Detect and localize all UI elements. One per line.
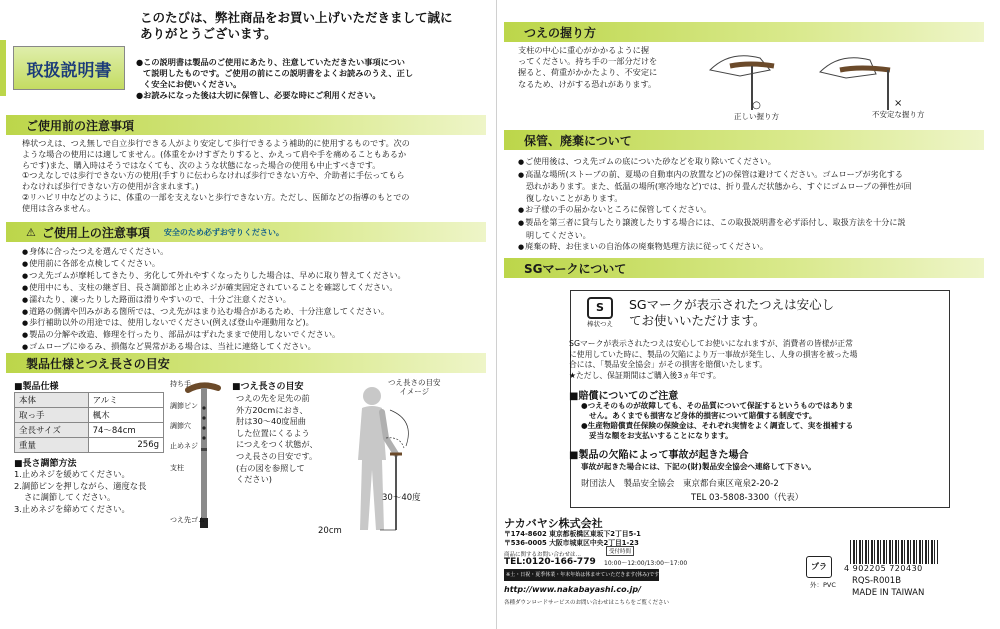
section-title: 製品仕様とつえ長さの目安 <box>26 356 170 371</box>
part-label-pin: 調節ピン <box>170 402 198 410</box>
figure-caption <box>388 378 441 396</box>
spec-value: 74〜84cm <box>88 423 163 438</box>
section-bar-storage <box>504 130 984 150</box>
text-line: ●つえそのものが故障しても、その品質について保証するというものではありま <box>581 401 854 410</box>
made-in: MADE IN TAIWAN <box>852 588 925 598</box>
list-item: ● 製品の分解や改造、修理を行ったり、部品がはずれたままで使用しないでください。 <box>22 329 482 341</box>
section-bar-sg <box>504 258 984 278</box>
barcode-number: 4 902205 720430 <box>844 564 923 573</box>
length-heading: ■つえ長さの目安 <box>232 382 304 392</box>
text-line: に使用していた時に、製品の欠陥により万一事故が発生し、人身の損害を被った場 <box>569 349 858 359</box>
list-item: ● 廃棄の時、お住まいの自治体の廃棄物処理方法に従ってください。 <box>518 241 988 254</box>
caption-line: イメージ <box>399 387 430 396</box>
product-code: RQS-R001B <box>852 576 902 586</box>
part-label-screw: 止めネジ <box>170 442 198 450</box>
text-line: 棒状つえは、つえ無しで自立歩行できる人がより安定して歩行できるよう補助的に使用するものです。次の <box>22 138 410 148</box>
text-line: 使用は含みません。 <box>22 202 96 213</box>
warning-icon: ⚠ <box>26 225 36 239</box>
text-line: なるため、けがする恐れがあります。 <box>518 78 657 89</box>
text-line: ①つえなしでは歩行できない方の使用(手すりに伝わらなければ歩行できない方や、介助者に手伝ってもら <box>22 170 405 181</box>
spec-key: 重量 <box>15 438 89 453</box>
column-divider <box>496 0 497 629</box>
intro-line: ●この説明書は製品のご使用にあたり、注意していただきたい事項につい <box>136 57 405 67</box>
intro-notes <box>136 57 481 101</box>
storage-list <box>518 156 988 254</box>
barcode <box>850 540 938 564</box>
section-bar-before-use <box>6 115 486 135</box>
sg-sec2-text: 事故が起きた場合には、下記の(財)製品安全協会へ連絡して下さい。 <box>581 462 816 471</box>
step-line: さに調節してください。 <box>24 492 116 502</box>
association-name: 財団法人 製品安全協会 東京都台東区竜泉2-20-2 <box>581 479 779 489</box>
recycle-mark-icon: プラ <box>806 556 832 578</box>
list-item: ● 製品を第三者に貸与したり譲渡したりする場合には、この取扱説明書を必ず添付し、取扱方法を十分に説 <box>518 217 988 230</box>
hours-label: 受付時間 <box>606 546 634 556</box>
address-line: 〒174-8602 東京都板橋区東坂下2丁目5-1 <box>504 530 641 538</box>
greeting <box>140 10 470 42</box>
text-line: ★ただし、保証期間はご購入後3ヵ年です。 <box>569 370 721 380</box>
list-item: ● 身体に合ったつえを選んでください。 <box>22 246 482 258</box>
text-line: 握ると、荷重がかかたより、不安定に <box>518 67 658 78</box>
association-tel: TEL 03-5808-3300（代表） <box>691 493 804 503</box>
text-line: らです)また、購入時はそうではなくても、次のような状態になった場合の使用も中止すべきです。 <box>22 159 381 170</box>
list-item-cont: 明してください。 <box>526 229 591 240</box>
text-line: わなければ歩行できない方の使用が含まれます。) <box>22 181 199 192</box>
spec-key: 全長サイズ <box>15 423 89 438</box>
text-line: SGマークが表示されたつえは安心してお使いになれますが、消費者の皆様が正常 <box>569 339 853 348</box>
section-subtitle: 安全のため必ずお守りください。 <box>163 227 284 237</box>
distance-label: 20cm <box>318 526 342 536</box>
list-item-cont: 復しないことがあります。 <box>526 192 623 203</box>
sg-headline <box>629 297 834 329</box>
text-line: 合には、「製品安全協会」がその損害を賠償いたします。 <box>569 360 768 369</box>
spec-heading: ■製品仕様 <box>14 382 59 392</box>
website-url[interactable]: http://www.nakabayashi.co.jp/ <box>504 585 642 594</box>
part-label-grip: 持ち手 <box>170 380 191 388</box>
text-line: ●生産物賠償責任保険の保険金は、それぞれ実情をよく調査して、実を損補する <box>581 421 854 430</box>
part-label-shaft: 支柱 <box>170 464 184 472</box>
list-item: ● 濡れたり、凍ったりした路面は滑りやすいので、十分ご注意ください。 <box>22 294 482 306</box>
sg-sec2-title: ■製品の欠陥によって事故が起きた場合 <box>569 450 749 461</box>
table-row <box>15 423 164 438</box>
caption-line: つえ長さの目安 <box>388 378 441 387</box>
intro-line: ●お読みになった後は大切に保管し、必要な時にご利用ください。 <box>136 90 381 100</box>
sg-body <box>569 339 949 381</box>
list-item: ● 使用前に各部を点検してください。 <box>22 258 482 270</box>
grip-text <box>518 45 698 90</box>
inquiry-note: 商品に関するお問い合わせは… <box>504 552 582 558</box>
usage-caution-list <box>22 246 482 353</box>
tel-free: TEL:0120-166-779 <box>504 557 596 567</box>
intro-line: く安全にお使いください。 <box>143 79 242 89</box>
intro-line: て説明したものです。ご使用の前にこの説明書をよくお読みのうえ、正し <box>143 68 414 78</box>
before-use-text <box>22 138 482 214</box>
recycle-material: 外：PVC <box>810 581 836 589</box>
ok-label: 正しい握り方 <box>734 112 779 121</box>
text-line: ②リハビリ中などのように、体重の一部を支えないと歩行できない方。ただし、医師などの指導のもとでの <box>22 191 410 202</box>
part-label-tip: つえ先ゴム <box>170 516 205 524</box>
section-title: SGマークについて <box>524 261 627 276</box>
section-title: 保管、廃棄について <box>524 133 632 148</box>
text-line: ってください。持ち手の一部分だけを <box>518 56 658 67</box>
step-line: 1.止めネジを緩めてください。 <box>14 469 130 479</box>
angle-label: 30〜40度 <box>382 493 421 503</box>
spec-value: アルミ <box>88 393 163 408</box>
section-bar-spec <box>6 353 486 373</box>
part-label-hole: 調節穴 <box>170 422 191 430</box>
headline-line: SGマークが表示されたつえは安心し <box>629 297 835 312</box>
list-item: ● 歩行補助以外の用途では、使用しないでください(例えば登山や運動用など)。 <box>22 317 482 329</box>
list-item: ● ゴムロープにゆるみ、損傷など異常がある場合は、当社に連絡してください。 <box>22 341 482 353</box>
greeting-line: ありがとうございます。 <box>140 26 277 41</box>
text-line: 肘は30〜40度屈曲 <box>236 416 306 427</box>
text-line: 妥当な額をお支払いすることになります。 <box>589 431 733 440</box>
hours: 10:00〜12:00/13:00〜17:00 <box>604 560 688 567</box>
text-line: 外方20cmにおき、 <box>236 404 308 415</box>
sg-mark-icon: S <box>587 297 613 319</box>
text-line: ような場合の使用には適してません。(体重をかけすぎたりすると、かえって肩や手を痛めることもあるか <box>22 148 407 159</box>
section-title: ご使用上の注意事項 <box>41 225 150 240</box>
ng-mark: × <box>894 98 903 109</box>
section-title: ご使用前の注意事項 <box>26 118 135 133</box>
url-note: 各種ダウンロードサービスのお問い合わせはこちらをご覧ください <box>504 600 670 606</box>
text-line: ください) <box>236 474 272 485</box>
text-line: つえ長さの目安です。 <box>236 450 318 461</box>
step-line: 2.調節ピンを押しながら、適度な長 <box>14 480 147 491</box>
step-line: 3.止めネジを締めてください。 <box>14 503 130 514</box>
list-item: ● 高温な場所(ストーブの前、夏場の自動車内の放置など)の保管は避けてください。ゴムロープが劣化する <box>518 169 988 182</box>
adjust-steps <box>14 469 174 515</box>
title-badge-accent <box>0 40 6 96</box>
list-item: ● ご使用後は、つえ先ゴムの底についた砂などを取り除いてください。 <box>518 156 988 169</box>
adjust-heading: ■長さ調節方法 <box>14 459 77 469</box>
spec-value: 256g <box>88 438 163 453</box>
list-item: ● 使用中にも、支柱の継ぎ目、長さ調節部と止めネジが確実固定されていることを確認してください。 <box>22 282 482 294</box>
grip-ng-label <box>872 98 925 120</box>
spec-value: 楓木 <box>88 408 163 423</box>
sg-logo <box>585 297 615 333</box>
text-line: 支柱の中心に重心がかかるように握 <box>518 45 650 55</box>
text-line: した位置にくるよう <box>236 427 310 438</box>
holiday-note: ※土・日祝・夏季休業・年末年始は休ませていただきます(休み)です <box>504 569 659 581</box>
table-row <box>15 408 164 423</box>
ng-label: 不安定な握り方 <box>872 110 925 119</box>
grip-ok-label <box>734 100 779 122</box>
section-title: つえの握り方 <box>524 25 597 40</box>
list-item-cont: 恐れがあります。また、低温の場所(寒冷地など)では、折り畳んだ状態から、すぐにゴムロープの弾性が回 <box>526 181 912 192</box>
text-line: (右の図を参照して <box>236 462 305 473</box>
person-with-cane-figure <box>320 380 480 540</box>
list-item: ● つえ先ゴムが摩耗してきたり、劣化して外れやすくなったりした場合は、早めに取り替えてください。 <box>22 270 482 282</box>
sg-sec1-list <box>581 401 951 441</box>
spec-key: 取っ手 <box>15 408 89 423</box>
table-row <box>15 438 164 453</box>
ok-mark: ○ <box>752 100 761 111</box>
headline-line: てお使いいただけます。 <box>629 313 766 328</box>
spec-table <box>14 392 164 453</box>
sg-info-box <box>570 290 950 508</box>
section-bar-grip <box>504 22 984 42</box>
list-item: ● お子様の手の届かないところに保管してください。 <box>518 204 988 217</box>
sg-sec1-title: ■賠償についてのご注意 <box>569 391 679 402</box>
right-column <box>500 0 1000 629</box>
section-bar-usage-caution <box>6 222 486 242</box>
address-line: 〒536-0005 大阪市城東区中央2丁目1-23 <box>504 538 639 547</box>
list-item: ● 道路の側溝や凹みがある箇所では、つえ先がはまり込む場合があるため、十分注意してください。 <box>22 306 482 318</box>
text-line: につえをつく状態が、 <box>236 439 318 450</box>
table-row <box>15 393 164 408</box>
text-line: せん。あくまでも損害など身体的損害について賠償する制度です。 <box>589 411 817 420</box>
company-name: ナカバヤシ株式会社 <box>504 517 603 530</box>
greeting-line: このたびは、弊社商品をお買い上げいただきまして誠に <box>140 10 453 25</box>
title-badge-text: 取扱説明書 <box>26 60 112 81</box>
spec-key: 本体 <box>15 393 89 408</box>
title-badge <box>13 46 125 90</box>
sg-logo-label: 棒状つえ <box>587 320 613 328</box>
company-address <box>504 530 641 547</box>
left-column <box>0 0 493 629</box>
text-line: つえの先を足先の前 <box>236 393 310 403</box>
